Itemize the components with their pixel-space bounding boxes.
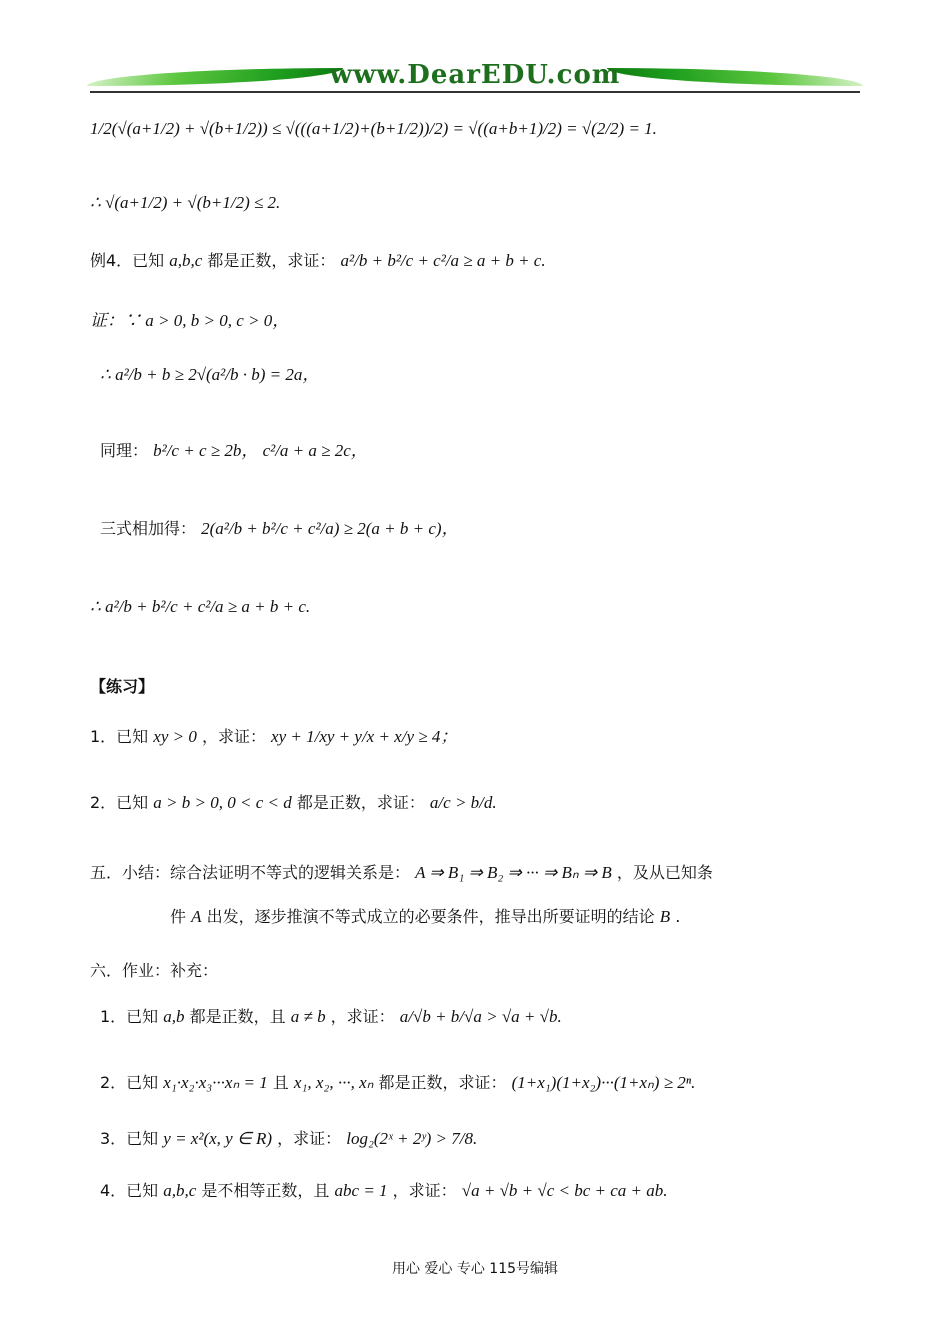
homework-title: 六．作业：补充： xyxy=(90,961,219,980)
example-4-statement: 例4．已知 a,b,c 都是正数，求证： a²/b + b²/c + c²/a ≥ a + b + c. xyxy=(90,251,546,270)
proof-step-2: 同理： b²/c + c ≥ 2b， c²/a + a ≥ 2c， xyxy=(100,441,368,460)
proof-step-1: ∴ a²/b + b ≥ 2√(a²/b · b) = 2a， xyxy=(100,365,320,384)
exercise-2: 2．已知 a > b > 0, 0 < c < d 都是正数，求证： a/c > b/d. xyxy=(90,793,497,812)
proof-tail-line-2: ∴ √(a+1/2) + √(b+1/2) ≤ 2. xyxy=(90,193,281,212)
summary-line-1: 五．小结：综合法证明不等式的逻辑关系是： A ⇒ B₁ ⇒ B₂ ⇒ ··· ⇒ Bₙ ⇒ B ，及从已知条 xyxy=(90,863,713,882)
proof-start: 证：∵ a > 0, b > 0, c > 0， xyxy=(90,311,290,330)
homework-4: 4．已知 a,b,c 是不相等正数，且 abc = 1 ，求证： √a + √b + √c < bc + ca + ab. xyxy=(100,1181,668,1200)
proof-tail-line-1: 1/2(√(a+1/2) + √(b+1/2)) ≤ √(((a+1/2)+(b+1/2))/2) = √((a+b+1)/2) = √(2/2) = 1. xyxy=(90,119,657,138)
page-footer: 用心 爱心 专心 115号编辑 xyxy=(391,1261,559,1277)
header-rule xyxy=(90,91,860,93)
homework-1: 1．已知 a,b 都是正数，且 a ≠ b ，求证： a/√b + b/√a > √a + √b. xyxy=(100,1007,562,1026)
proof-conclusion: ∴ a²/b + b²/c + c²/a ≥ a + b + c. xyxy=(90,597,311,616)
summary-line-2: 件 A 出发，逐步推演不等式成立的必要条件，推导出所要证明的结论 B . xyxy=(170,907,681,926)
exercise-1: 1．已知 xy > 0 ，求证： xy + 1/xy + y/x + x/y ≥ 4； xyxy=(90,727,458,746)
site-logo: www.DearEDU.com xyxy=(329,60,621,90)
proof-step-3: 三式相加得： 2(a²/b + b²/c + c²/a) ≥ 2(a + b + c)， xyxy=(100,519,459,538)
exercises-title: 【练习】 xyxy=(90,677,155,696)
page-header xyxy=(90,60,860,96)
homework-2: 2．已知 x₁·x₂·x₃···xₙ = 1 且 x₁, x₂, ···, xₙ 都是正数，求证： (1+x₁)(1+x₂)···(1+xₙ) ≥ 2ⁿ. xyxy=(100,1073,696,1092)
homework-3: 3．已知 y = x²(x, y ∈ R) ，求证： log₂(2ˣ + 2ʸ) > 7/8. xyxy=(100,1129,478,1148)
